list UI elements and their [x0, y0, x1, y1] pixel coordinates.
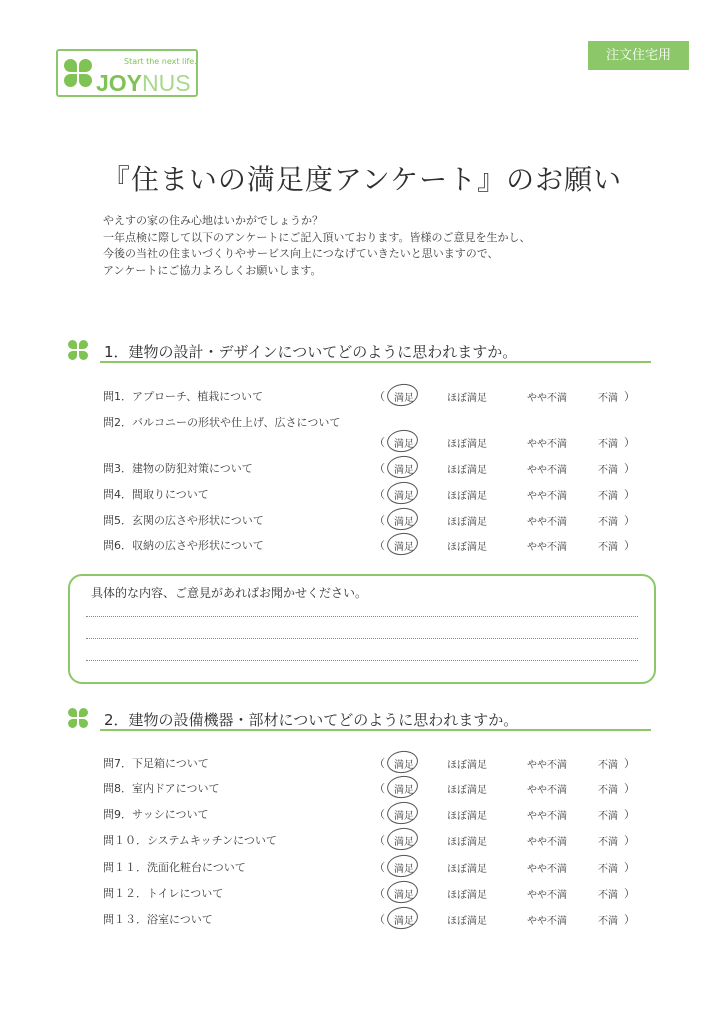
answer-option[interactable]: やや不満	[527, 785, 567, 796]
paren-open: （	[374, 757, 385, 770]
paren-close: ）	[624, 834, 635, 847]
answer-option[interactable]: 満足	[394, 393, 414, 404]
comment-label: 具体的な内容、ご意見があればお聞かせください。	[91, 586, 368, 600]
paren-open: （	[374, 488, 385, 501]
answer-circle-mark	[386, 506, 420, 532]
paren-close: ）	[624, 462, 635, 475]
answer-option[interactable]: 満足	[394, 491, 414, 502]
answer-option[interactable]: 満足	[394, 542, 414, 553]
answer-option[interactable]: ほぼ満足	[447, 517, 487, 528]
answer-option[interactable]: ほぼ満足	[447, 890, 487, 901]
answer-circle-mark	[386, 749, 420, 775]
answer-option[interactable]: 不満	[598, 465, 618, 476]
paren-close: ）	[624, 887, 635, 900]
section-1-title: 1．建物の設計・デザインについてどのように思われますか。	[104, 343, 518, 361]
comment-line[interactable]	[86, 616, 638, 617]
question-label: 問1．アプローチ、植栽について	[103, 390, 264, 403]
paren-close: ）	[624, 390, 635, 403]
question-label: 問１３．浴室について	[103, 913, 213, 926]
answer-option[interactable]: ほぼ満足	[447, 439, 487, 450]
answer-option[interactable]: 不満	[598, 864, 618, 875]
paren-close: ）	[624, 808, 635, 821]
clover-logo-icon	[64, 56, 94, 94]
answer-circle-mark	[386, 905, 420, 931]
answer-option[interactable]: やや不満	[527, 393, 567, 404]
answer-circle-mark	[386, 428, 420, 454]
section-divider	[100, 729, 651, 731]
answer-option[interactable]: やや不満	[527, 890, 567, 901]
question-label: 問3．建物の防犯対策について	[103, 462, 253, 475]
answer-option[interactable]: やや不満	[527, 465, 567, 476]
answer-option[interactable]: やや不満	[527, 439, 567, 450]
answer-option[interactable]: ほぼ満足	[447, 837, 487, 848]
intro-line: やえすの家の住み心地はいかがでしょうか？	[103, 214, 323, 227]
paren-close: ）	[624, 514, 635, 527]
page-title: 『住まいの満足度アンケート』のお願い	[101, 163, 623, 196]
answer-option[interactable]: 満足	[394, 916, 414, 927]
answer-option[interactable]: ほぼ満足	[447, 785, 487, 796]
answer-option[interactable]: 不満	[598, 760, 618, 771]
answer-option[interactable]: 満足	[394, 760, 414, 771]
answer-option[interactable]: 満足	[394, 439, 414, 450]
question-label: 問7．下足箱について	[103, 757, 209, 770]
answer-option[interactable]: 不満	[598, 916, 618, 927]
comment-box[interactable]	[68, 574, 656, 684]
answer-option[interactable]: 満足	[394, 785, 414, 796]
answer-circle-mark	[386, 480, 420, 506]
paren-close: ）	[624, 861, 635, 874]
answer-option[interactable]: 満足	[394, 517, 414, 528]
question-label: 問１０．システムキッチンについて	[103, 834, 277, 847]
answer-circle-mark	[386, 800, 420, 826]
answer-option[interactable]: 不満	[598, 517, 618, 528]
answer-option[interactable]: やや不満	[527, 864, 567, 875]
answer-circle-mark	[386, 774, 420, 800]
intro-line: 一年点検に際して以下のアンケートにご記入頂いております。皆様のご意見を生かし、	[103, 230, 531, 244]
answer-option[interactable]: ほぼ満足	[447, 491, 487, 502]
company-logo	[56, 49, 198, 97]
question-label: 問2．バルコニーの形状や仕上げ、広さについて	[103, 416, 341, 429]
answer-option[interactable]: 満足	[394, 864, 414, 875]
answer-option[interactable]: やや不満	[527, 491, 567, 502]
answer-option[interactable]: 満足	[394, 811, 414, 822]
answer-option[interactable]: やや不満	[527, 517, 567, 528]
answer-option[interactable]: 満足	[394, 837, 414, 848]
question-label: 問8．室内ドアについて	[103, 782, 220, 795]
answer-circle-mark	[386, 853, 420, 879]
answer-option[interactable]: 不満	[598, 491, 618, 502]
answer-option[interactable]: ほぼ満足	[447, 393, 487, 404]
section-divider	[100, 361, 651, 363]
paren-close: ）	[624, 913, 635, 926]
answer-circle-mark	[386, 879, 420, 905]
question-label: 問6．収納の広さや形状について	[103, 539, 264, 552]
paren-close: ）	[624, 436, 635, 449]
paren-open: （	[374, 514, 385, 527]
intro-text	[103, 213, 530, 279]
answer-option[interactable]: ほぼ満足	[447, 465, 487, 476]
answer-circle-mark	[386, 454, 420, 480]
paren-open: （	[374, 436, 385, 449]
paren-open: （	[374, 390, 385, 403]
answer-option[interactable]: やや不満	[527, 811, 567, 822]
intro-line: アンケートにご協力よろしくお願いします。	[103, 263, 322, 277]
paren-open: （	[374, 808, 385, 821]
section-clover-icon	[68, 708, 88, 728]
paren-open: （	[374, 782, 385, 795]
paren-close: ）	[624, 782, 635, 795]
question-label: 問１２．トイレについて	[103, 887, 224, 900]
comment-line[interactable]	[86, 660, 638, 661]
answer-option[interactable]: 不満	[598, 393, 618, 404]
answer-option[interactable]: 満足	[394, 890, 414, 901]
paren-close: ）	[624, 757, 635, 770]
paren-close: ）	[624, 488, 635, 501]
question-label: 問5．玄関の広さや形状について	[103, 514, 264, 527]
answer-option[interactable]: ほぼ満足	[447, 864, 487, 875]
answer-option[interactable]: ほぼ満足	[447, 542, 487, 553]
answer-option[interactable]: 不満	[598, 890, 618, 901]
answer-option[interactable]: 不満	[598, 837, 618, 848]
paren-open: （	[374, 861, 385, 874]
answer-circle-mark	[386, 826, 420, 852]
answer-circle-mark	[386, 531, 420, 557]
answer-circle-mark	[386, 382, 420, 408]
answer-option[interactable]: ほぼ満足	[447, 760, 487, 771]
answer-option[interactable]: やや不満	[527, 542, 567, 553]
answer-option[interactable]: 不満	[598, 811, 618, 822]
paren-close: ）	[624, 539, 635, 552]
intro-line: 今後の当社の住まいづくりやサービス向上につなげていきたいと思いますので、	[103, 247, 499, 260]
question-label: 問4．間取りについて	[103, 488, 209, 501]
paren-open: （	[374, 834, 385, 847]
answer-option[interactable]: 満足	[394, 465, 414, 476]
paren-open: （	[374, 913, 385, 926]
answer-option[interactable]: やや不満	[527, 837, 567, 848]
paren-open: （	[374, 539, 385, 552]
question-label: 問１１．洗面化粧台について	[103, 861, 246, 874]
answer-option[interactable]: 不満	[598, 439, 618, 450]
form-type-badge: 注文住宅用	[588, 41, 689, 70]
answer-option[interactable]: 不満	[598, 542, 618, 553]
answer-option[interactable]: やや不満	[527, 760, 567, 771]
comment-line[interactable]	[86, 638, 638, 639]
paren-open: （	[374, 887, 385, 900]
answer-option[interactable]: ほぼ満足	[447, 811, 487, 822]
answer-option[interactable]: ほぼ満足	[447, 916, 487, 927]
answer-option[interactable]: 不満	[598, 785, 618, 796]
answer-option[interactable]: やや不満	[527, 916, 567, 927]
question-label: 問9．サッシについて	[103, 808, 209, 821]
paren-open: （	[374, 462, 385, 475]
section-clover-icon	[68, 340, 88, 360]
logo-wordmark: JOYNUS	[96, 70, 191, 96]
section-2-title: 2．建物の設備機器・部材についてどのように思われますか。	[104, 711, 519, 729]
logo-tagline: Start the next life.	[124, 57, 197, 66]
